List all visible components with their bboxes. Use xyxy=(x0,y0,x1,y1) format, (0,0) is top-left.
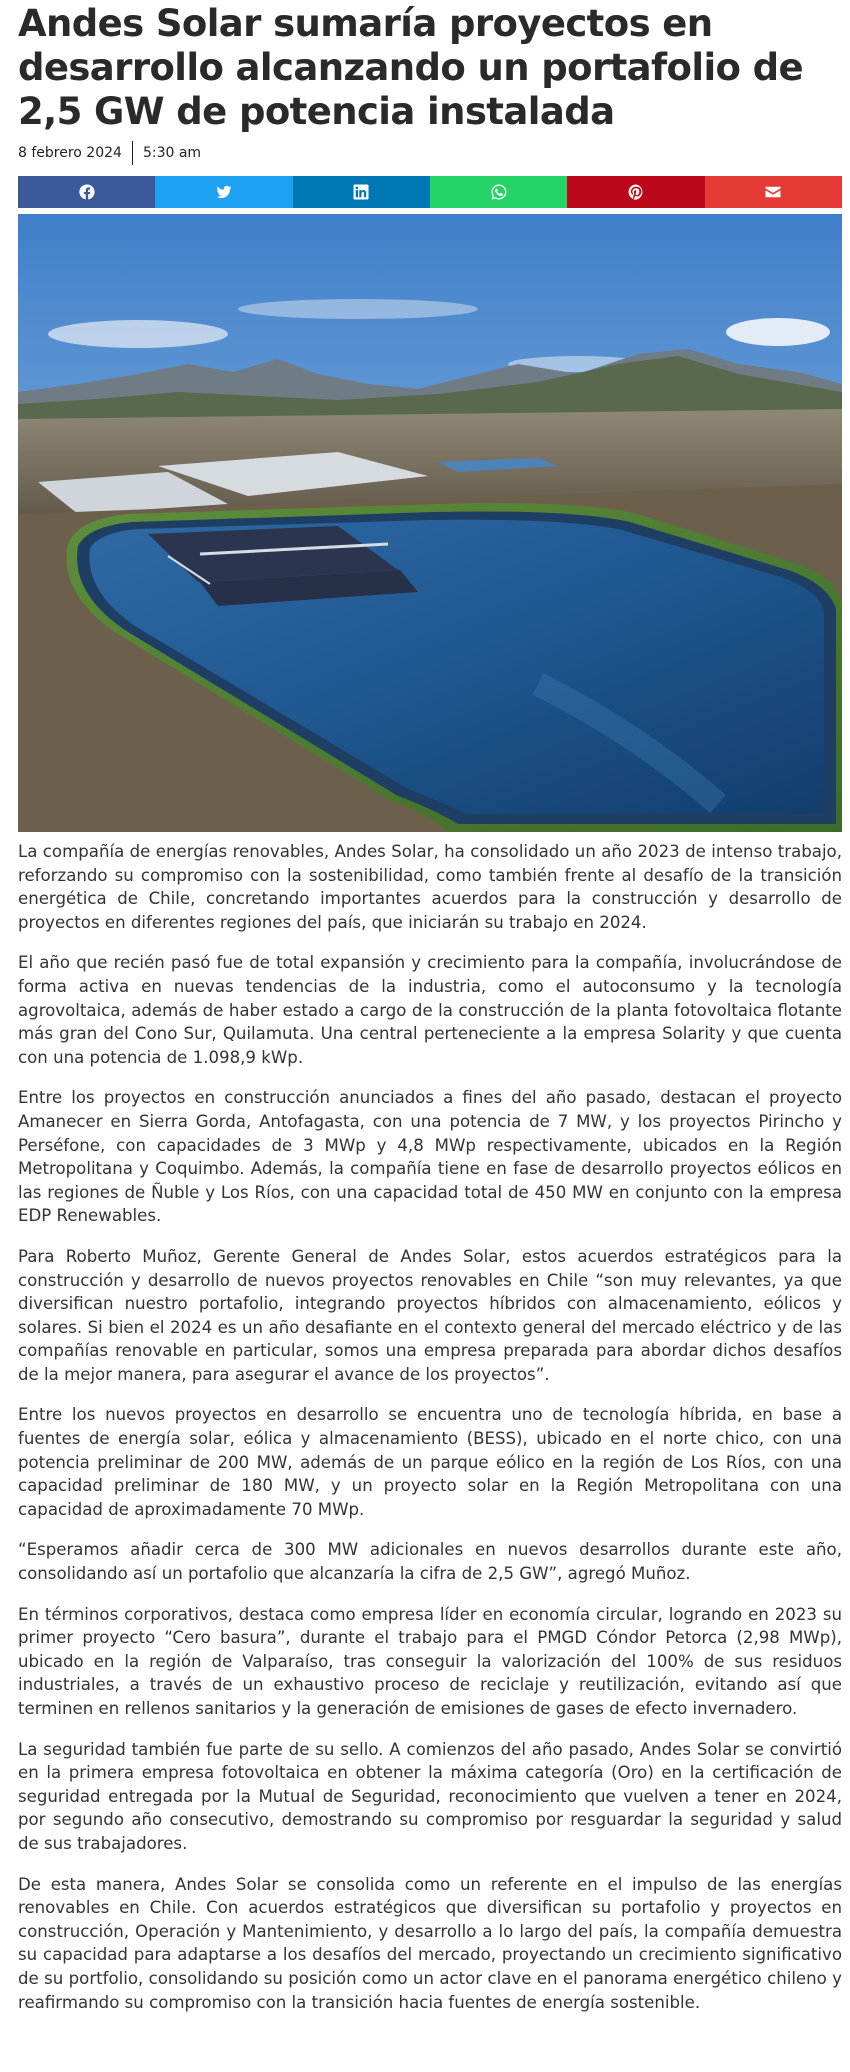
publish-date: 8 febrero 2024 xyxy=(18,145,122,161)
article-paragraph: En términos corporativos, destaca como empresa líder en economía circular, logrando en 2023 su primer proyecto “Cero basura”, durante el trabajo para el PMGD Cóndor Petorca (2,98 MWp), ubicado en la región de Valparaíso, tras conseguir la valorización del 100% de sus residuos industriales, a través de un exhaustivo proceso de reciclaje y reutilización, evitando así que terminen en rellenos sanitarios y la generación de emisiones de gases de efecto invernadero. xyxy=(18,1604,842,1718)
article-paragraph: De esta manera, Andes Solar se consolida como un referente en el impulso de las energías renovables en Chile. Con acuerdos estratégicos que diversifican su portafolio y proyectos en construcción, Operación y Mantenimiento, y desarrollo a lo largo del país, la compañía demuestra su capacidad para adaptarse a los desafíos del mercado, proyectando un crecimiento significativo de su portfolio, consolidando su posición como un actor clave en el panorama energético chileno y reafirmando su compromiso con la transición hacia fuentes de energía sostenible. xyxy=(18,1874,842,2012)
article-paragraph: “Esperamos añadir cerca de 300 MW adicionales en nuevos desarrollos durante este año, consolidando así un portafolio que alcanzaría la cifra de 2,5 GW”, agregó Muñoz. xyxy=(18,1540,842,1584)
whatsapp-icon xyxy=(490,183,508,201)
twitter-icon xyxy=(215,183,233,201)
share-twitter-button[interactable] xyxy=(155,176,292,208)
article-title: Andes Solar sumaría proyectos en desarrollo alcanzando un portafolio de 2,5 GW de potencia instalada xyxy=(18,2,804,133)
article-paragraph: Entre los proyectos en construcción anunciados a fines del año pasado, destacan el proyecto Amanecer en Sierra Gorda, Antofagasta, con una potencia de 7 MW, y los proyectos Pirincho y Perséfone, con capacidades de 3 MWp y 4,8 MWp respectivamente, ubicados en la Región Metropolitana y Coquimbo. Además, la compañía tiene en fase de desarrollo proyectos eólicos en las regiones de Ñuble y Los Ríos, con una capacidad total de 450 MW en conjunto con la empresa EDP Renewables. xyxy=(18,1088,842,1226)
share-facebook-button[interactable] xyxy=(18,176,155,208)
article-paragraph: El año que recién pasó fue de total expansión y crecimiento para la compañía, involucrándose de forma activa en nuevas tendencias de la industria, como el autoconsumo y la tecnología agrovoltaica, además de haber estado a cargo de la construcción de la planta fotovoltaica flotante más gran del Cono Sur, Quilamuta. Una central perteneciente a la empresa Solarity y que cuenta con una potencia de 1.098,9 kWp. xyxy=(18,953,842,1067)
article-meta xyxy=(18,140,842,166)
share-whatsapp-button[interactable] xyxy=(430,176,567,208)
article-paragraph: La seguridad también fue parte de su sello. A comienzos del año pasado, Andes Solar se convirtió en la primera empresa fotovoltaica en obtener la máxima categoría (Oro) en la certificación de seguridad entregada por la Mutual de Seguridad, reconocimiento que vuelven a tener en 2024, por segundo año consecutivo, demostrando su compromiso por resguardar la seguridad y salud de sus trabajadores. xyxy=(18,1739,842,1853)
share-email-button[interactable] xyxy=(705,176,842,208)
article-paragraph: Para Roberto Muñoz, Gerente General de Andes Solar, estos acuerdos estratégicos para la construcción y desarrollo de nuevos proyectos renovables en Chile “son muy relevantes, ya que diversifican nuestro portafolio, integrando proyectos híbridos con almacenamiento, eólicos y solares. Si bien el 2024 es un año desafiante en el contexto general del mercado eléctrico y de las compañías renovable en particular, somos una empresa preparada para abordar dichos desafíos de la mejor manera, para asegurar el avance de los proyectos”. xyxy=(18,1246,842,1384)
share-bar xyxy=(18,176,842,208)
publish-time: 5:30 am xyxy=(142,145,202,161)
hero-photo xyxy=(18,214,842,832)
article-paragraph: Entre los nuevos proyectos en desarrollo se encuentra uno de tecnología híbrida, en base a fuentes de energía solar, eólica y almacenamiento (BESS), ubicado en el norte chico, con una potencia preliminar de 200 MW, además de un parque eólico en la región de Los Ríos, con una capacidad preliminar de 180 MW, y un proyecto solar en la Región Metropolitana con una capacidad de aproximadamente 70 MWp. xyxy=(18,1405,842,1519)
facebook-icon xyxy=(78,183,96,201)
pinterest-icon xyxy=(627,183,645,201)
email-icon xyxy=(764,183,782,201)
share-pinterest-button[interactable] xyxy=(567,176,704,208)
linkedin-icon xyxy=(352,183,370,201)
meta-divider xyxy=(132,141,133,165)
article-body xyxy=(18,840,842,2014)
article-paragraph: La compañía de energías renovables, Andes Solar, ha consolidado un año 2023 de intenso trabajo, reforzando su compromiso con la sostenibilidad, como también frente al desafío de la transición energética de Chile, concretando importantes acuerdos para la construcción y desarrollo de proyectos en diferentes regiones del país, que iniciarán su trabajo en 2024. xyxy=(18,842,842,932)
share-linkedin-button[interactable] xyxy=(293,176,430,208)
